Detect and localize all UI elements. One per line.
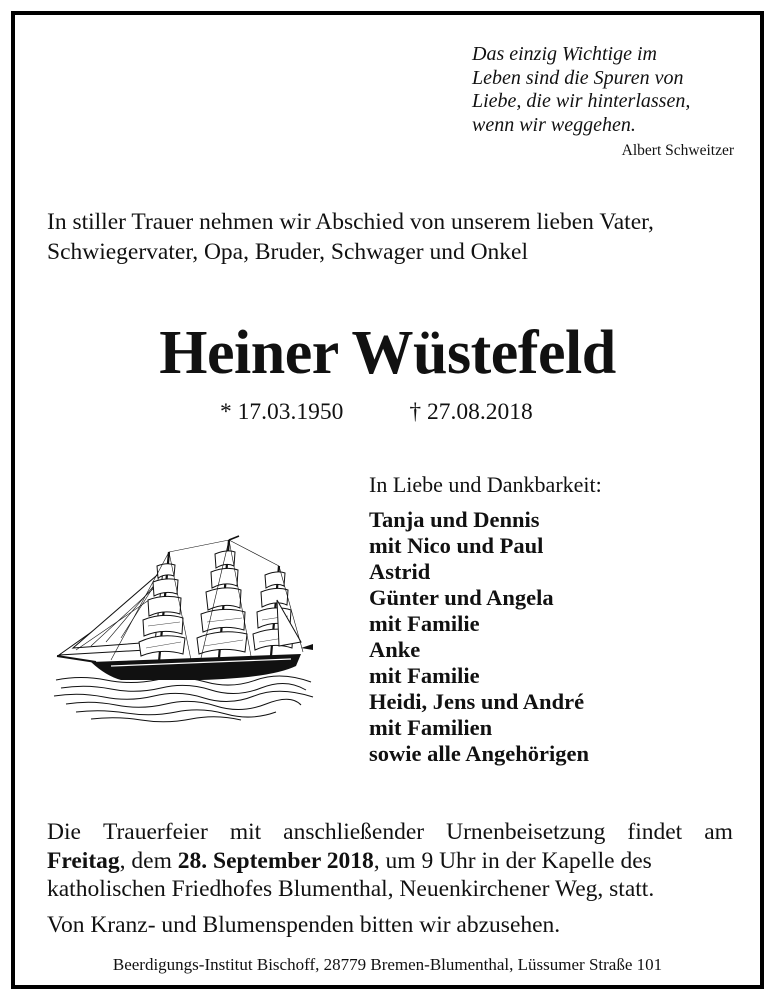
service-announcement bbox=[47, 818, 733, 904]
intro-line: In stiller Trauer nehmen wir Abschied von unserem lieben Vater, bbox=[47, 209, 654, 235]
quote-line: Liebe, die wir hinterlassen, bbox=[472, 90, 691, 112]
list-item: mit Familie bbox=[369, 611, 480, 636]
thanks-heading: In Liebe und Dankbarkeit: bbox=[369, 472, 602, 497]
list-item: Günter und Angela bbox=[369, 585, 554, 610]
service-word: anschließender bbox=[283, 819, 425, 845]
service-line bbox=[47, 847, 733, 876]
service-word: Urnenbeisetzung bbox=[446, 819, 606, 845]
intro-line: Schwiegervater, Opa, Bruder, Schwager und Onkel bbox=[47, 239, 529, 265]
list-item: Astrid bbox=[369, 559, 431, 584]
service-word: mit bbox=[229, 819, 262, 845]
funeral-home-footer: Beerdigungs-Institut Bischoff, 28779 Bremen-Blumenthal, Lüssumer Straße 101 bbox=[112, 955, 663, 974]
intro-text bbox=[47, 207, 737, 267]
list-item: Anke bbox=[369, 637, 421, 662]
flowers-note: Von Kranz- und Blumenspenden bitten wir abzusehen. bbox=[47, 912, 561, 938]
quote-author: Albert Schweitzer bbox=[621, 142, 734, 159]
quote-line: Das einzig Wichtige im bbox=[472, 43, 657, 65]
list-item: Tanja und Dennis bbox=[369, 507, 540, 532]
service-word: Die bbox=[47, 819, 81, 845]
quote-line: Leben sind die Spuren von bbox=[472, 66, 684, 89]
service-text: , um 9 Uhr in der Kapelle des bbox=[373, 847, 652, 874]
service-word: findet bbox=[627, 819, 683, 845]
service-word: Trauerfeier bbox=[102, 819, 208, 845]
list-item: Heidi, Jens und André bbox=[369, 689, 585, 714]
quote-block bbox=[472, 43, 734, 161]
life-dates bbox=[220, 397, 533, 427]
death-date: † 27.08.2018 bbox=[409, 399, 533, 425]
birth-date: * 17.03.1950 bbox=[220, 399, 344, 425]
service-date: 28. September 2018 bbox=[177, 847, 374, 874]
deceased-name: Heiner Wüstefeld bbox=[159, 319, 616, 387]
service-day: Freitag bbox=[47, 847, 120, 874]
service-line bbox=[47, 818, 733, 847]
service-text: , dem bbox=[119, 847, 172, 874]
list-item: mit Familien bbox=[369, 715, 493, 740]
sailing-ship-icon bbox=[51, 530, 316, 725]
mourner-list bbox=[369, 507, 589, 767]
service-line: katholischen Friedhofes Blumenthal, Neuenkirchener Weg, statt. bbox=[47, 876, 655, 902]
obituary-frame bbox=[11, 11, 764, 989]
quote-line: wenn wir weggehen. bbox=[472, 113, 636, 136]
list-item: mit Familie bbox=[369, 663, 480, 688]
list-item: mit Nico und Paul bbox=[369, 533, 544, 558]
list-item: sowie alle Angehörigen bbox=[369, 741, 589, 766]
service-word: am bbox=[704, 819, 733, 845]
